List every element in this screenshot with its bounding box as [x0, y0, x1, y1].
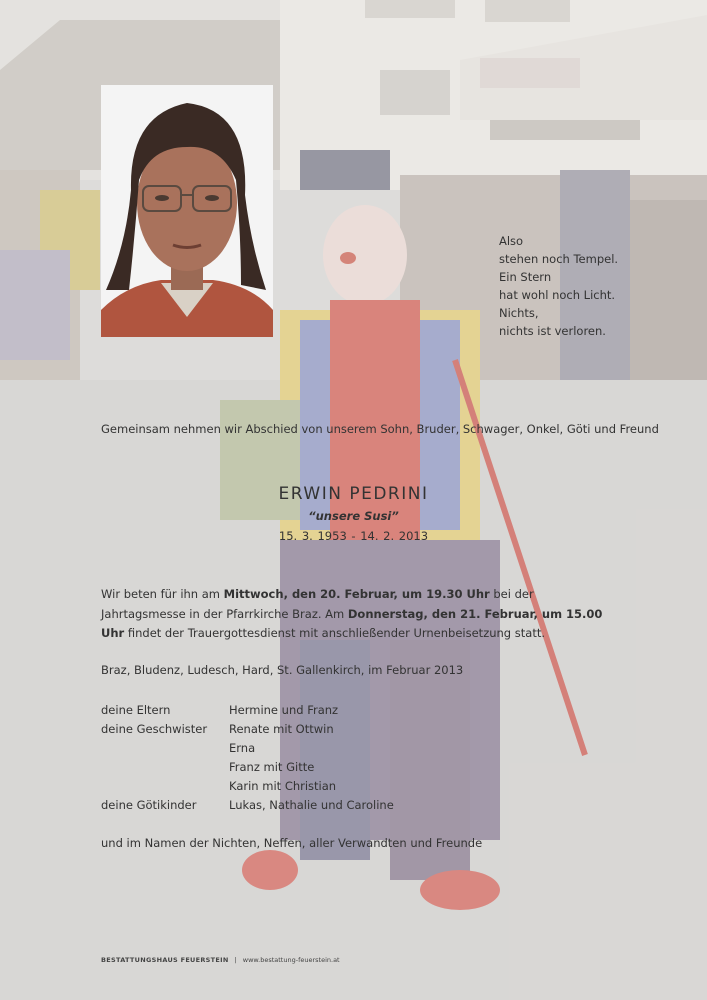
service-announcement [101, 585, 616, 644]
poem-line: stehen noch Tempel. [499, 252, 619, 266]
closing-text: und im Namen der Nichten, Neffen, aller Verwandten und Freunde [101, 836, 483, 850]
portrait-photo [101, 85, 273, 337]
family-row [101, 720, 394, 739]
family-row [101, 796, 394, 815]
funeral-home-name: BESTATTUNGSHAUS FEUERSTEIN [101, 956, 229, 964]
family-label: deine Götikinder [101, 798, 197, 812]
family-names: Franz mit Gitte [229, 760, 315, 774]
life-dates: 15. 3. 1953 - 14. 2. 2013 [278, 529, 429, 543]
family-names: Renate mit Ottwin [229, 722, 334, 736]
family-row [101, 777, 394, 796]
announcement-date-1: Mittwoch, den 20. Februar, um 19.30 Uhr [223, 587, 490, 601]
family-row [101, 701, 394, 720]
poem-line: Also [499, 234, 524, 248]
funeral-home-url[interactable]: www.bestattung-feuerstein.at [242, 956, 340, 964]
family-label: deine Geschwister [101, 722, 208, 736]
poem-line: Ein Stern [499, 270, 552, 284]
place-date: Braz, Bludenz, Ludesch, Hard, St. Gallenkirch, im Februar 2013 [101, 663, 464, 677]
footer-separator: | [234, 956, 237, 964]
announcement-text: findet der Trauergottesdienst mit anschließender Urnenbeisetzung statt. [124, 626, 545, 640]
deceased-name: ERWIN PEDRINI [278, 484, 429, 504]
family-label: deine Eltern [101, 703, 171, 717]
intro-text: Gemeinsam nehmen wir Abschied von unserem Sohn, Bruder, Schwager, Onkel, Göti und Freund [101, 422, 659, 436]
family-names: Karin mit Christian [229, 779, 337, 793]
poem [499, 232, 618, 340]
family-row [101, 739, 394, 758]
poem-line: hat wohl noch Licht. [499, 288, 616, 302]
family-names: Erna [229, 741, 256, 755]
family-row [101, 758, 394, 777]
announcement-date-2: Donnerstag, den 21. Februar, um 15.00 Uhr [101, 606, 603, 640]
family-list [101, 701, 394, 815]
family-names: Lukas, Nathalie und Caroline [229, 798, 394, 812]
poem-line: nichts ist verloren. [499, 324, 606, 338]
deceased-nickname: “unsere Susi” [308, 509, 399, 523]
announcement-text: bei der Jahrtagsmesse in der Pfarrkirche Braz. Am [101, 587, 534, 621]
poem-line: Nichts, [499, 306, 539, 320]
family-names: Hermine und Franz [229, 703, 339, 717]
announcement-text: Wir beten für ihn am [101, 587, 224, 601]
footer [101, 956, 340, 964]
